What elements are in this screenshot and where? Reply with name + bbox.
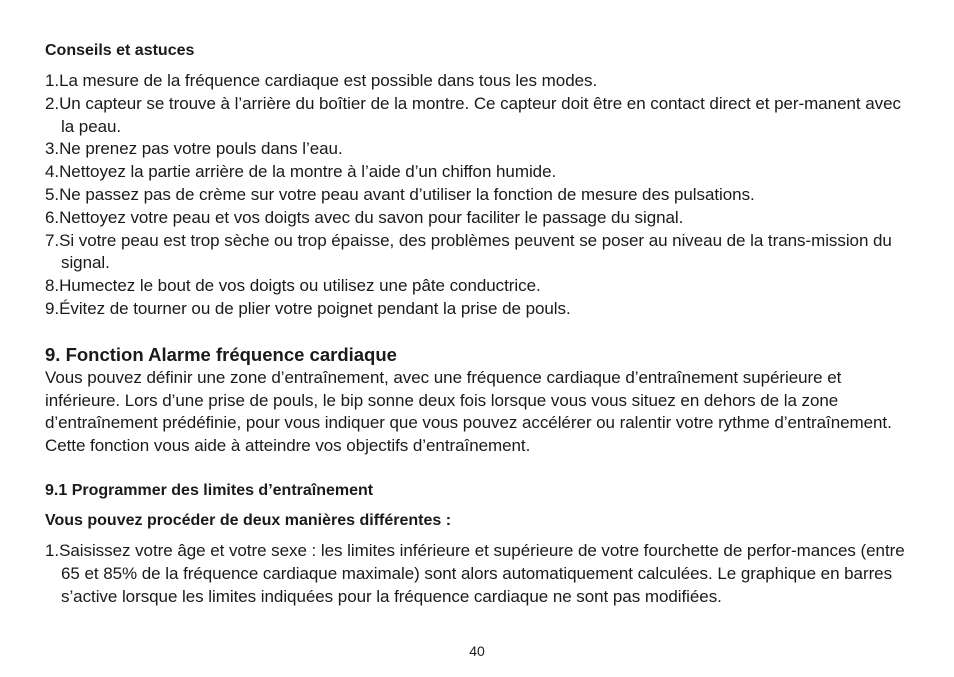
list-item: 6.Nettoyez votre peau et vos doigts avec du savon pour faciliter le passage du signal. [45,207,684,227]
section-9-1-heading: 9.1 Programmer des limites d’entraînement [45,481,374,499]
document-page [45,0,907,608]
section-9-body: Vous pouvez définir une zone d’entraînement, avec une fréquence cardiaque d’entraînement supérieure et inférieure. Lors d’une prise de pouls, le bip sonne deux fois lorsque vous vous situez en dehors de la zone d’entraînement prédéfinie, pour vous indiquer que vous pouvez accélérer ou ralentir votre rythme d’entraînement. Cette fonction vous aide à atteindre vos objectifs d’entraînement. [45,367,892,456]
list-item: 4.Nettoyez la partie arrière de la montre à l’aide d’un chiffon humide. [45,162,557,182]
tips-heading: Conseils et astuces [45,42,195,59]
list-item: 5.Ne passez pas de crème sur votre peau avant d’utiliser la fonction de mesure des pulsations. [45,184,755,204]
section-9-heading: 9. Fonction Alarme fréquence cardiaque [45,343,397,365]
list-item: 1.La mesure de la fréquence cardiaque est possible dans tous les modes. [45,71,598,90]
list-item: 2.Un capteur se trouve à l’arrière du boîtier de la montre. Ce capteur doit être en contact direct et per-manent avec la peau. [45,93,901,136]
page-number: 40 [469,643,485,659]
list-item: 3.Ne prenez pas votre pouls dans l’eau. [45,139,343,159]
list-item: 9.Évitez de tourner ou de plier votre poignet pendant la prise de pouls. [45,298,571,318]
section-9-1-intro: Vous pouvez procéder de deux manières différentes : [45,511,452,529]
tips-list [45,70,907,321]
section-9-1-list [45,540,907,608]
list-item: 7.Si votre peau est trop sèche ou trop épaisse, des problèmes peuvent se poser au niveau de la trans-mission du signal. [45,230,892,273]
list-item: 8.Humectez le bout de vos doigts ou utilisez une pâte conductrice. [45,276,541,296]
list-item: 1.Saisissez votre âge et votre sexe : les limites inférieure et supérieure de votre fourchette de perfor-mances (entre 65 et 85% de la fréquence cardiaque maximale) sont alors automatiquement calculées. Le graphique en barres s’active lorsque les limites indiquées pour la fréquence cardiaque ne sont pas modifiées. [45,540,905,606]
